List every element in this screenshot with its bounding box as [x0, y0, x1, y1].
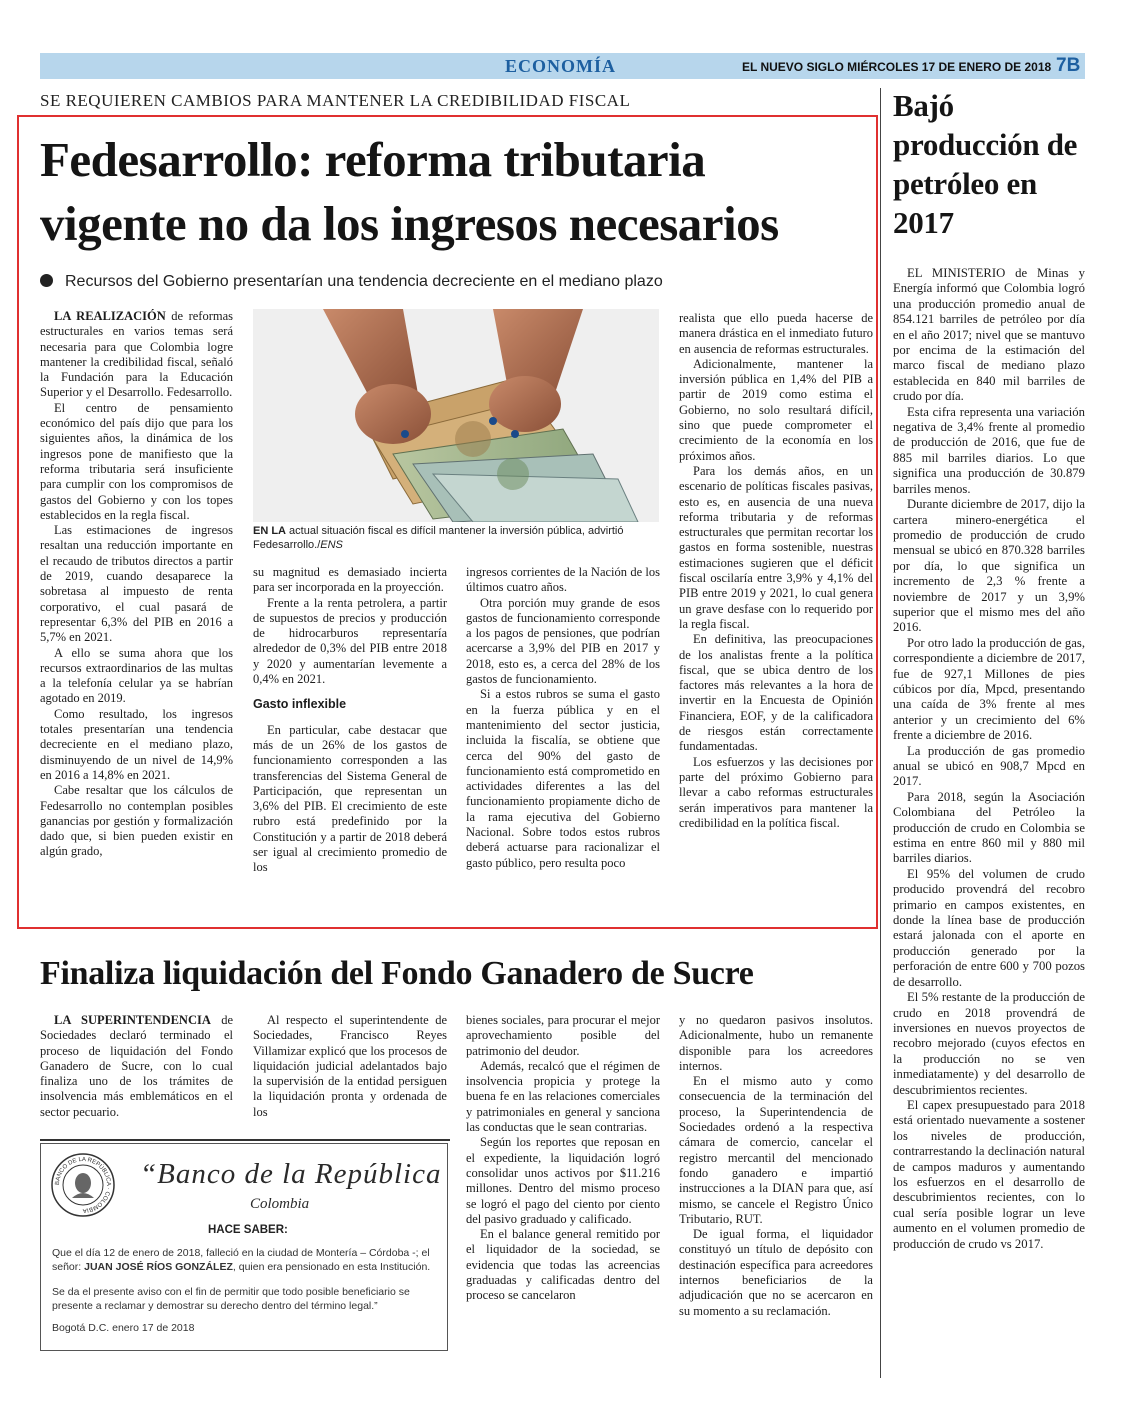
- paragraph: Como resultado, los ingresos totales presentarían una tendencia decreciente en el mediano plazo, disminuyendo de un nivel de 14,9% en 2016 a 14,8% en 2021.: [40, 706, 233, 782]
- bullet-icon: [40, 274, 53, 287]
- lead-in: LA SUPERINTENDENCIA: [54, 1013, 211, 1027]
- main-article-column-2: [253, 565, 447, 876]
- second-article-column-3: [466, 1013, 660, 1304]
- paragraph: En definitiva, las preocupaciones de los analistas frente a la política fiscal, que se ubica dentro de los factores más relevantes a la hora de invertir en la Encuesta de Opinión Financiera, EOF, y de la calificadora de riesgos están correctamente fundamentadas.: [679, 632, 873, 754]
- paragraph: Los esfuerzos y las decisiones por parte del próximo Gobierno para llevar a cabo reformas estructurales serán imperativos para mantener la credibilidad en la política fiscal.: [679, 754, 873, 830]
- paragraph: En el mismo auto y como consecuencia de la terminación del proceso, la Superintendencia de Sociedades ordenó a la respectiva cámara de comercio, cancelar el registro mercantil del mencionado fondo ganadero e impartió instrucciones a la DIAN para que, así mismo, se cancele el Registro Único Tributario, RUT.: [679, 1074, 873, 1226]
- paragraph: Esta cifra representa una variación negativa de 3,4% frente al promedio de producción de 2016, que fue de 885 mil barriles diarios. Lo que significa una producción de 30.879 barriles menos.: [893, 404, 1085, 496]
- notice-text: Que el día 12 de enero de 2018, falleció en la ciudad de Montería – Córdoba -; el señor:: [52, 1247, 430, 1273]
- main-article-column-1: [40, 309, 233, 860]
- paragraph: Por otro lado la producción de gas, correspondiente a diciembre de 2017, fue de 927,1 Millones de pies cúbicos por día, Mpcd, presentando una caída de 3% frente al mes anterior y un crecimiento del 6% frente a diciembre de 2016.: [893, 635, 1085, 743]
- caption-lead: EN LA: [253, 525, 286, 537]
- second-article-headline[interactable]: Finaliza liquidación del Fondo Ganadero de Sucre: [40, 955, 754, 992]
- paragraph: Frente a la renta petrolera, a partir de supuestos de precios y producción de hidrocarburos representaría alrededor de 0,3% del PIB entre 2018 y 2020 y aumentarían levemente a 0,4% en 2021.: [253, 595, 447, 687]
- paragraph: de Sociedades declaró terminado el proceso de liquidación del Fondo Ganadero de Sucre, con lo cual finaliza uno de los trámites de insolvencia más emblemáticos en el sector pecuario.: [40, 1013, 233, 1119]
- paragraph: El capex presupuestado para 2018 está orientado nuevamente a sostener los niveles de producción, contrarrestando la declinación natural de campos maduros y aumentando los esfuerzos en el desarrollo de descubrimientos recientes, con lo cual sería posible lograr un leve aumento en el volumen promedio de producción de crudo vs 2017.: [893, 1097, 1085, 1251]
- paragraph: Además, recalcó que el régimen de insolvencia propicia y protege la buena fe en las relaciones comerciales y patrimoniales en general y sanciona las conductas que le sean contrarias.: [466, 1058, 660, 1135]
- notice-text: , quien era pensionado en esta Institución.: [232, 1261, 431, 1273]
- notice-paragraph-2: Se da el presente aviso con el fin de permitir que todo posible beneficiario se presente a reclamar y demostrar su derecho dentro del término legal.”: [52, 1286, 410, 1312]
- paragraph: Adicionalmente, mantener la inversión pública en 1,4% del PIB a partir de 2019 como estima el Gobierno, no solo resultará difícil, sino que puede comprometer el crecimiento de la economía en los próximos años.: [679, 356, 873, 463]
- banknotes-illustration: [253, 309, 659, 522]
- paragraph: El 95% del volumen de crudo producido provendrá del recobro primario en campos existentes, en donde la línea base de producción estará jalonada con el aporte en producción generado por la perforación de entre 600 y 700 pozos de desarrollo.: [893, 866, 1085, 989]
- page-number: 7B: [1056, 55, 1081, 76]
- seal-text: BANCO DE LA REPÚBLICA · COLOMBIA: [54, 1156, 112, 1214]
- paragraph: Cabe resaltar que los cálculos de Fedesarrollo no contemplan posibles ganancias por gestión y formalización dado que, si bien pueden existir en algún grado,: [40, 783, 233, 859]
- side-article-body: [893, 266, 1085, 1252]
- paragraph: En particular, cabe destacar que más de un 26% de los gastos de funcionamiento corresponden a las transferencias del Sistema General de Participación, que representan un 3,6% del PIB. El crecimiento de este rubro está predefinido por la Constitución y a partir de 2018 deberá ser igual al crecimiento promedio de los: [253, 722, 447, 875]
- notice-country: Colombia: [250, 1196, 310, 1212]
- paragraph: Otra porción muy grande de esos gastos de funcionamiento corresponde a los pagos de pensiones, que podrían acercarse a 3,9% del PIB en 2017 y 2018, esto es, a cerca del 28% de los gastos de funcionamiento.: [466, 595, 660, 687]
- main-article-column-4: [679, 311, 873, 831]
- main-article-column-3: [466, 565, 660, 871]
- banknotes-photo[interactable]: [253, 309, 659, 522]
- second-article-column-1: [40, 1013, 233, 1120]
- paragraph: Para los demás años, en un escenario de políticas fiscales pasivas, esto es, en ausencia de una nueva reforma tributaria y de reformas estructurales que permitan recortar los gastos en forma sostenible, nuestras estimaciones sugieren que el déficit fiscal oscilaría entre 3,9% y 4,1% del PIB entre 2019 y 2021, lo cual genera un grave desfase con lo requerido por la regla fiscal.: [679, 463, 873, 631]
- paragraph: Para 2018, según la Asociación Colombiana del Petróleo la producción de crudo en Colombia se estima en entre 860 mil y 880 mil barriles diarios.: [893, 789, 1085, 866]
- paragraph: Si a estos rubros se suma el gasto en la fuerza pública y en el mantenimiento del sector justicia, incluida la fiscalía, se obtiene que cerca del 90% del gasto de funcionamiento está comprometido en actividades diferentes a las del funcionamiento propiamente dicho de la rama ejecutiva del Gobierno Nacional. Sobre todos estos rubros deberá actuarse para racionalizar el gasto público, pero resulta poco: [466, 687, 660, 870]
- deck-text: Recursos del Gobierno presentarían una tendencia decreciente en el mediano plazo: [65, 273, 663, 290]
- second-article-column-4: [679, 1013, 873, 1319]
- subheading: Gasto inflexible: [253, 697, 347, 712]
- article-kicker: SE REQUIEREN CAMBIOS PARA MANTENER LA CREDIBILIDAD FISCAL: [40, 91, 631, 110]
- paragraph: Según los reportes que reposan en el expediente, la liquidación logró consolidar unos activos por $11.216 millones. Dentro del mismo proceso se logró el pago del ciento por ciento del pasivo graduado y calificado.: [466, 1135, 660, 1226]
- main-headline-line2: vigente no da los ingresos necesarios: [40, 196, 779, 251]
- paper-date-info: EL NUEVO SIGLO MIÉRCOLES 17 DE ENERO DE 2018: [742, 60, 1052, 74]
- main-headline-line1: Fedesarrollo: reforma tributaria: [40, 132, 706, 187]
- paragraph: EL MINISTERIO de Minas y Energía informó que Colombia logró una producción promedio anual de 854.121 barriles de petróleo por día en el año 2017; nivel que se mantuvo por encima de la estimación del marco fiscal de mediano plazo establecida en 840 mil barriles de crudo por día.: [893, 266, 1085, 404]
- article-deck: [40, 273, 860, 291]
- photo-credit: ENS: [320, 539, 343, 551]
- paragraph: En el balance general remitido por el liquidador de la sociedad, se evidencia que todas las acreencias graduadas y calificadas dentro del proceso se cancelaron: [466, 1227, 660, 1303]
- notice-deceased-name: JUAN JOSÉ RÍOS GONZÁLEZ: [84, 1261, 233, 1273]
- main-headline[interactable]: [40, 128, 870, 256]
- paragraph: de reformas estructurales en varios temas será necesaria para que Colombia logre mantener la credibilidad fiscal, señaló la Fundación para la Educación Superior y el Desarrollo. Fedesarrollo.: [40, 309, 233, 400]
- notice-heading: HACE SABER:: [208, 1224, 288, 1236]
- paragraph: Las estimaciones de ingresos resaltan una reducción importante en el recaudo de tributos directos a partir de 2019, cuando desaparece la sobretasa al impuesto de renta corporativo, el cual pasará de representar 6,3% del PIB en 2016 a 5,7% en 2021.: [40, 523, 233, 645]
- notice-top-rule: [40, 1139, 450, 1141]
- lead-in: LA REALIZACIÓN: [54, 309, 166, 323]
- second-article-column-2: [253, 1013, 447, 1120]
- paragraph: ingresos corrientes de la Nación de los últimos cuatro años.: [466, 565, 660, 595]
- photo-caption: [253, 524, 661, 552]
- paragraph: De igual forma, el liquidador constituyó un título de depósito con destinación específica para acreedores internos beneficiarios de la adjudicación que no se acercaron en su momento a su reclamación.: [679, 1227, 873, 1318]
- section-name: ECONOMÍA: [505, 56, 616, 76]
- paragraph: realista que ello pueda hacerse de manera drástica en el inmediato futuro en ausencia de reformas estructurales.: [679, 311, 873, 356]
- notice-bank-name: “Banco de la República: [140, 1158, 442, 1190]
- paragraph: El 5% restante de la producción de crudo en 2018 provendrá de inversiones en nuevos proyectos de recobro mejorado (cuyos efectos en la producción no se ven inmediatamente) y del desarrollo de descubrimientos recientes.: [893, 990, 1085, 1097]
- bank-seal-logo: [50, 1152, 116, 1218]
- paragraph: La producción de gas promedio anual se ubicó en 908,7 Mpcd en 2017.: [893, 743, 1085, 789]
- column-divider: [880, 88, 881, 1378]
- notice-paragraph-1: [52, 1246, 440, 1274]
- caption-text: actual situación fiscal es difícil mantener la inversión pública, advirtió Fedesarrollo./: [253, 525, 624, 551]
- paragraph: A ello se suma ahora que los recursos extraordinarios de las multas a la telefonía celular ya se habrían agotado en 2019.: [40, 645, 233, 706]
- paragraph: y no quedaron pasivos insolutos. Adicionalmente, hubo un remanente disponible para los acreedores internos.: [679, 1013, 873, 1073]
- paragraph: El centro de pensamiento económico del país dijo que para los siguientes años, la dinámica de los ingresos pone de manifiesto que la reforma tributaria será insuficiente para cumplir con los compromisos de gastos del Gobierno y con los topes establecidos en la regla fiscal.: [40, 400, 233, 522]
- paragraph: Al respecto el superintendente de Sociedades, Francisco Reyes Villamizar explicó que los procesos de liquidación judicial adelantados bajo la supervisión de la entidad persiguen la liquidación pronta y ordenada de los: [253, 1013, 447, 1119]
- notice-date: Bogotá D.C. enero 17 de 2018: [52, 1322, 195, 1334]
- paragraph: bienes sociales, para procurar el mejor aprovechamiento posible del patrimonio del deudor.: [466, 1013, 660, 1058]
- side-article-headline[interactable]: Bajó producción de petróleo en 2017: [893, 88, 1078, 240]
- paragraph: su magnitud es demasiado incierta para ser incorporada en la proyección.: [253, 565, 447, 595]
- paragraph: Durante diciembre de 2017, dijo la cartera minero-energética el promedio de producción de crudo mensual se ubicó en 870.328 barriles por día, lo que significa un incremento de 2,3 % frente a noviembre de 2017 y un 3,9% superior que el mismo mes del año 2016.: [893, 497, 1085, 635]
